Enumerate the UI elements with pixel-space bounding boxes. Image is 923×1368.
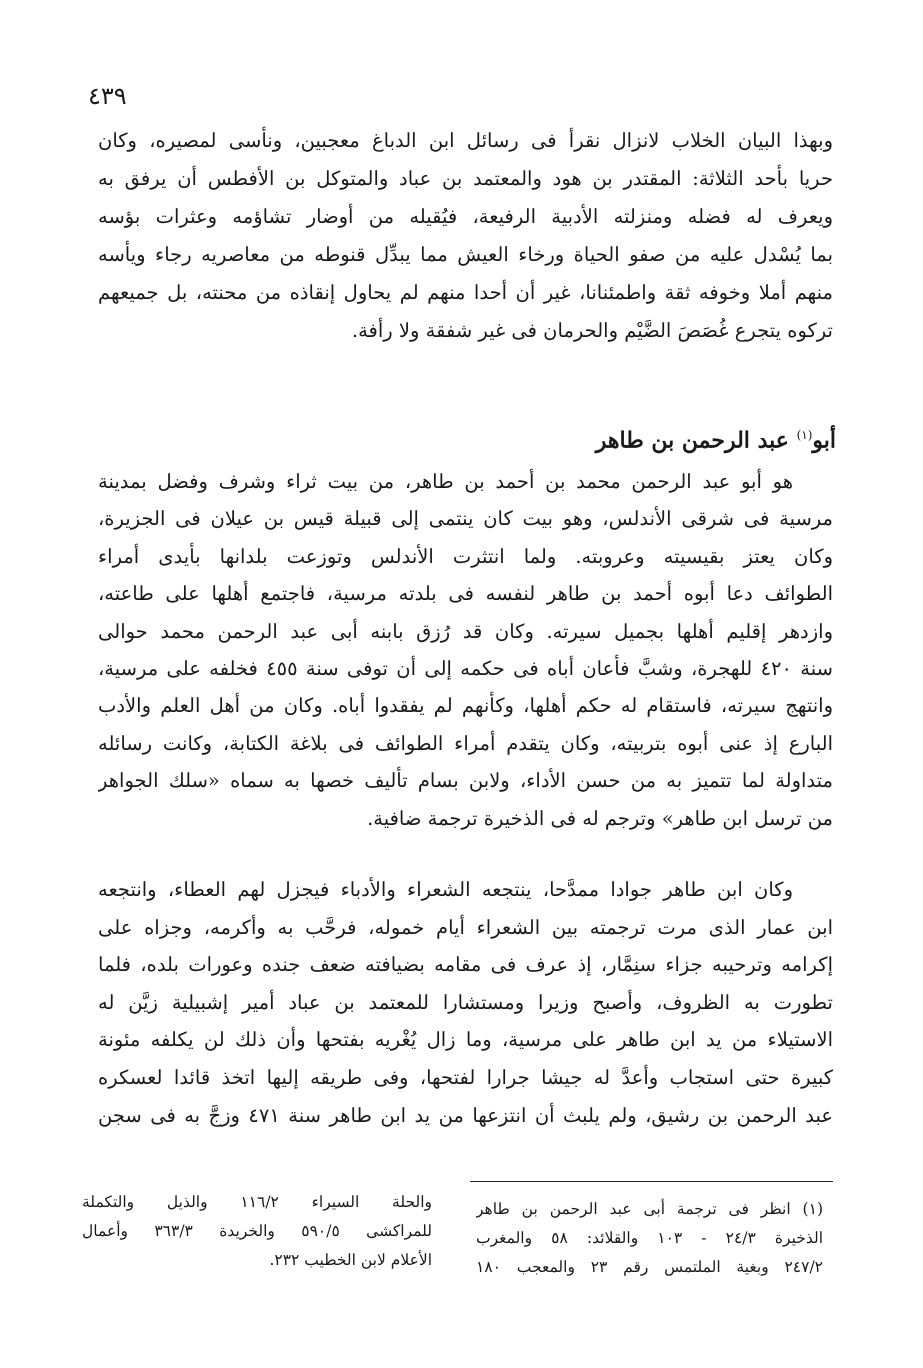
footnote-line: للمراكشى ٥٩٠/٥ والخريدة ٣٦٣/٣ وأعمال [82,1222,432,1240]
heading-prefix: أبو [812,427,836,454]
footnote-line: الذخيرة ٢٤/٣ - ١٠٣ والقلائد: ٥٨ والمغرب [476,1229,823,1247]
text-line: تركوه يتجرع غُصَصَ الضَّيْم والحرمان فى غير شفقة ولا رأفة. [351,319,833,342]
text-line: كبيرة حتى استجاب وأعدَّ له جيشا جرارا لفتحها، وفى طريقه إليها اتخذ قائدا لعسكره [98,1065,833,1089]
text-line: إكرامه وترحيبه جزاء سنِمَّار، إذ عرف فى مقامه بضيافته ضعف جنده وعورات بلده، فلما [98,953,833,977]
page-number: ٤٣٩ [88,82,127,110]
text-line: حريا بأحد الثلاثة: المقتدر بن هود والمعتمد بن عباد والمتوكل بن الأفطس أن يرفق به [98,167,833,190]
text-line: تطورت به الظروف، وأصبح وزيرا ومستشارا للمعتمد بن عباد أمير إشبيلية زيَّن له [98,990,833,1014]
paragraph-biography [98,463,833,837]
text-line: عبد الرحمن بن رشيق، ولم يلبث أن انتزعها من يد ابن طاهر سنة ٤٧١ وزجَّ به فى سجن [98,1103,833,1127]
text-line: وازدهر إقليم أهلها بجميل سيرته. وكان قد رُزق بابنه أبى عبد الرحمن محمد حوالى [98,619,833,643]
text-line: الاستيلاء من يد ابن طاهر على مرسية، وما زال يُغْريه بفتحها وأن ذلك لن يكلفه مئونة [98,1028,833,1052]
paragraph-generosity [98,871,833,1134]
footnote-column-left [82,1188,432,1275]
footnote-line: ٢٤٧/٢ وبغية الملتمس رقم ٢٣ والمعجب ١٨٠ [476,1258,823,1276]
text-line: متداولة لما تتميز به من حسن الأداء، ولابن بسام تأليف خصها به سماه «سلك الجواهر [98,769,833,793]
footnote-line: (١) انظر فى ترجمة أبى عبد الرحمن بن طاهر [476,1200,823,1218]
footnote-line: والحلة السيراء ١١٦/٢ والذيل والتكملة [82,1193,432,1211]
text-line: البارع إذ عنى أبوه بتربيته، وكان يتقدم أمراء الطوائف فى بلاغة الكتابة، وكانت رسائله [98,731,833,755]
text-line: وبهذا البيان الخلاب لانزال نقرأ فى رسائل ابن الدباغ معجبين، ونأسى لمصيره، وكان [98,129,833,152]
paragraph-intro [98,122,833,350]
text-line: الطوائف دعا أبوه أحمد بن طاهر لنفسه فى بلدته مرسية، فاجتمع أهلها على طاعته، [98,582,833,606]
text-line: وكان يعتز بقيسيته وعروبته. ولما انتثرت الأندلس وتوزعت بلدانها بأيدى أمراء [98,544,833,568]
text-line: منهم أملا وخوفه ثقة واطمئنانا، غير أن أحدا منهم لم يحاول إنقاذه من محنته، بل جميعهم [98,281,833,304]
text-line: ابن عمار الذى مرت ترجمته بين الشعراء أيام خموله، فرحَّب به وأكرمه، وجزاه على [98,915,833,939]
footnote-divider [470,1181,833,1182]
text-line: هو أبو عبد الرحمن محمد بن أحمد بن طاهر، من بيت ثراء وشرف وفضل بمدينة [98,470,793,493]
heading-name: عبد الرحمن بن طاهر [595,427,789,454]
footnote-column-right [476,1195,823,1282]
text-line: ويعرف له فضله ومنزلته الأدبية الرفيعة، فيُقيله من أوضار تشاؤمه وعثرات بؤسه [98,205,833,228]
footnote-line: الأعلام لابن الخطيب ٢٣٢. [269,1251,432,1269]
section-heading [596,418,836,457]
text-line: سنة ٤٢٠ للهجرة، وشبَّ فأعان أباه فى حكمه إلى أن توفى سنة ٤٥٥ فخلفه على مرسية، [98,656,833,680]
footnote-reference: (١) [796,428,813,442]
text-line: وانتهج سيرته، فاستقام له حكم أهلها، وكأنهم لم يفقدوا أباه. وكان من أهل العلم والأدب [98,694,833,718]
text-line: وكان ابن طاهر جوادا ممدَّحا، ينتجعه الشعراء والأدباء فيجزل لهم العطاء، وانتجعه [98,878,793,901]
text-line: بما يُسْدل عليه من صفو الحياة ورخاء العيش مما يبدِّل قنوطه من معاصريه رجاء ويأسه [98,243,833,266]
text-line: من ترسل ابن طاهر» وترجم له فى الذخيرة ترجمة ضافية. [367,806,833,830]
text-line: مرسية فى شرقى الأندلس، وهو بيت كان ينتمى إلى قبيلة قيس بن عيلان فى الجزيرة، [98,507,833,531]
